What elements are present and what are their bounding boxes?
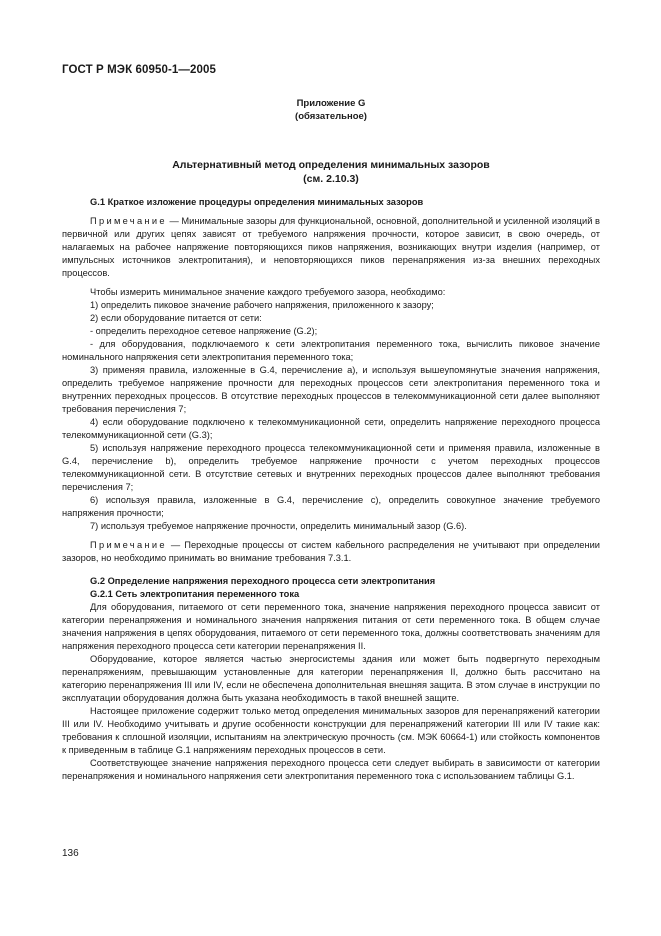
appendix-heading: [62, 97, 600, 123]
appendix-status: (обязательное): [295, 111, 367, 122]
paragraph: Оборудование, которое является частью энергосистемы здания или может быть подвергнуто переходным перенапряжениям, превышающим установленные для категории перенапряжения II, должно быть рассчитано на категорию перенапряжения III или IV, если не обеспечена дополнительная внешняя защита. В этом случае в инструкции по эксплуатации оборудования должна быть указана необходимость в такой внешней защите.: [62, 654, 600, 703]
step-item: - определить переходное сетевое напряжение (G.2);: [90, 326, 318, 336]
paragraph: Настоящее приложение содержит только метод определения минимальных зазоров для перенапряжений категории III или IV. Необходимо учитывать и другие особенности конструкции для перенапряжений категории III или IV такие как: требования к сплошной изоляции, испытаниям на электрическую прочность (см. МЭК 60664-1) или стойкость компонентов к приведенным в таблице G.1 напряжениям переходных процессов в сети.: [62, 706, 600, 755]
standard-code: ГОСТ Р МЭК 60950-1—2005: [62, 64, 216, 76]
title-line-1: Альтернативный метод определения минимальных зазоров: [172, 159, 490, 171]
page-number: 136: [62, 848, 79, 859]
note-label: Примечание: [90, 216, 167, 226]
paragraph: Для оборудования, питаемого от сети переменного тока, значение напряжения переходного процесса зависит от категории перенапряжения и номинального значения напряжения питания от сети переменного тока. В общем случае значения напряжения в цепях оборудования, питаемого от сети переменного тока, должны соответствовать значениям для напряжения переходного процесса сети категории перенапряжения II.: [62, 602, 600, 651]
step-item: 1) определить пиковое значение рабочего напряжения, приложенного к зазору;: [90, 300, 434, 310]
section-g2-heading: G.2 Определение напряжения переходного процесса сети электропитания: [90, 576, 436, 586]
note-2-text: — Переходные процессы от систем кабельного распределения не учитывают при определении зазоров, но необходимо принимать во внимание требования 7.3.1.: [62, 540, 600, 563]
step-item: 7) используя требуемое напряжение прочности, определить минимальный зазор (G.6).: [90, 521, 467, 531]
step-item: 6) используя правила, изложенные в G.4, перечисление с), определить совокупное значение требуемого напряжения прочности;: [62, 495, 600, 518]
title-line-2: (см. 2.10.3): [303, 173, 359, 185]
note-1-text: — Минимальные зазоры для функциональной, основной, дополнительной и усиленной изоляций в первичной или других цепях зависят от требуемого напряжения прочности, которое зависит, в свою очередь, от налагаемых на рабочее напряжение повторяющихся пиков напряжения, возникающих внутри изделия (например, от импульсных источников электропитания), и неповторяющихся пиков перенапряжения из-за внешних переходных процессов.: [62, 216, 600, 278]
note-2: [62, 539, 600, 565]
step-item: 4) если оборудование подключено к телекоммуникационной сети, определить напряжение переходного процесса телекоммуникационной сети (G.3);: [62, 417, 600, 440]
step-item: 5) используя напряжение переходного процесса телекоммуникационной сети и применяя правила, изложенные в G.4, перечисление b), определить требуемое напряжение прочности с учетом переходных процессов телекоммуникационной сети. В отсутствие сетевых и внутренних переходных процессов далее выполняют требования перечисления 7;: [62, 443, 600, 492]
paragraph: Соответствующее значение напряжения переходного процесса сети следует выбирать в зависимости от категории перенапряжения и номинального напряжения сети электропитания переменного тока с использованием таблицы G.1.: [62, 758, 600, 781]
step-item: 3) применяя правила, изложенные в G.4, перечисление а), и используя вышеупомянутые значения напряжения, определить требуемое напряжение прочности для переходных процессов сети электропитания переменного тока и внутренних переходных процессов. В отсутствие переходных процессов в телекоммуникационной сети далее выполняют требования перечисления 7;: [62, 365, 600, 414]
section-g1-heading: G.1 Краткое изложение процедуры определения минимальных зазоров: [90, 197, 424, 207]
appendix-title: Приложение G: [296, 98, 366, 109]
steps-intro: Чтобы измерить минимальное значение каждого требуемого зазора, необходимо:: [90, 287, 446, 297]
section-g21-heading: G.2.1 Сеть электропитания переменного тока: [90, 589, 300, 599]
note-label: Примечание: [90, 540, 167, 550]
document-body: [62, 196, 600, 783]
step-item: - для оборудования, подключаемого к сети электропитания переменного тока, вычислить пиковое значение номинального напряжения сети электропитания переменного тока;: [62, 339, 600, 362]
step-item: 2) если оборудование питается от сети:: [90, 313, 262, 323]
note-1: [62, 215, 600, 280]
appendix-main-title: [62, 158, 600, 186]
